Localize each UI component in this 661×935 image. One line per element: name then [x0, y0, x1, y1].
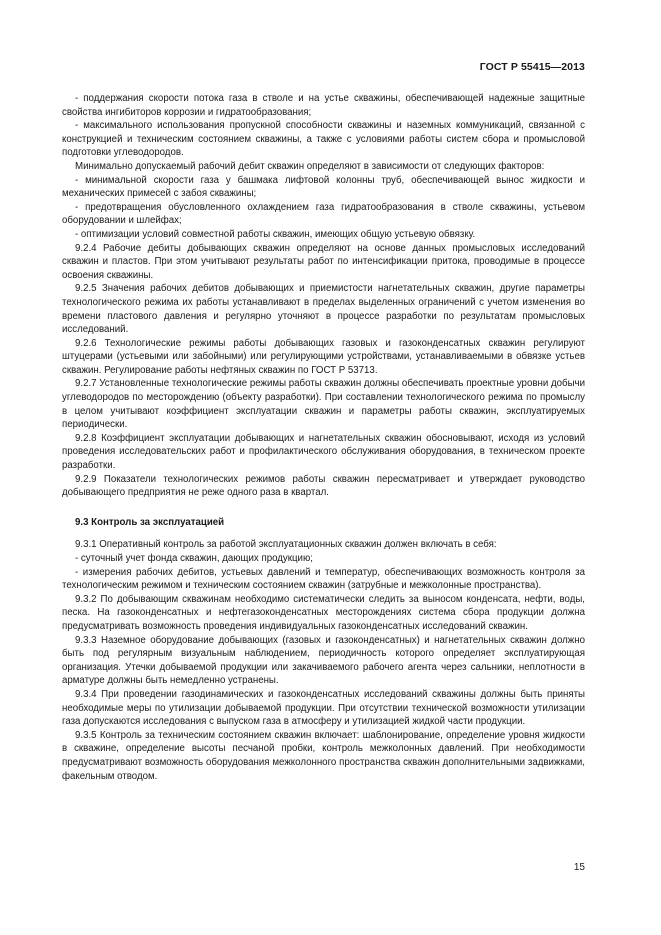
page-number: 15 — [573, 862, 585, 873]
paragraph: 9.3.3 Наземное оборудование добывающих (газовых и газоконденсатных) и нагнетательных скважин должно быть под регулярным визуальным наблюдением, периодичность которого определяет эксплуатирующая организация. Утечки добываемой продукции или закачиваемого рабочего агента через сальники, неплотности в арматуре должны быть немедленно устранены. — [62, 634, 585, 687]
paragraph: - минимальной скорости газа у башмака лифтовой колонны труб, обеспечивающей вынос жидкости и механических примесей с забоя скважины; — [62, 174, 585, 200]
paragraph: - измерения рабочих дебитов, устьевых давлений и температур, обеспечивающих возможность контроля за технологическим режимом и техническим состоянием скважин (затрубные и межколонные пространства). — [62, 566, 585, 592]
section-heading: 9.3 Контроль за эксплуатацией — [75, 516, 225, 528]
paragraph: - оптимизации условий совместной работы скважин, имеющих общую устьевую обвязку. — [75, 228, 476, 240]
paragraph: 9.3.5 Контроль за техническим состоянием скважин включает: шаблонирование, определение уровня жидкости в скважине, определение высоты песчаной пробки, контроль межколонных давлений. При необходимости предусматривают возможность оборудования межколонного пространства скважин дополнительными задвижками, факельным отводом. — [62, 729, 585, 782]
paragraph: - предотвращения обусловленного охлаждением газа гидратообразования в стволе скважины, устьевом оборудовании и шлейфах; — [62, 201, 585, 227]
paragraph: 9.2.7 Установленные технологические режимы работы скважин должны обеспечивать проектные уровни добычи углеводородов по месторождению (объекту разработки). При составлении технологического режима по промыслу в целом учитывают коэффициент эксплуатации скважин и параметры работы скважин, эксплуатируемых периодически. — [62, 378, 585, 431]
paragraph: 9.3.2 По добывающим скважинам необходимо систематически следить за выносом конденсата, нефти, воды, песка. На газоконденсатных и нефтегазоконденсатных месторождениях система сбора продукции должна предусматривать возможность проведения индивидуальных газоконденсатных исследований скважин. — [62, 593, 585, 632]
paragraph-group-1 — [62, 92, 585, 500]
paragraph: - суточный учет фонда скважин, дающих продукцию; — [75, 553, 313, 564]
paragraph: Минимально допускаемый рабочий дебит скважин определяют в зависимости от следующих факторов: — [75, 160, 545, 172]
paragraph: - максимального использования пропускной способности скважины и наземных коммуникаций, связанной с конструкцией и техническим состоянием скважины, а также с условиями работы систем сбора и промысловой подготовки углеводородов. — [62, 120, 585, 159]
paragraph: - поддержания скорости потока газа в стволе и на устье скважины, обеспечивающей надежные защитные свойства ингибиторов коррозии и гидратообразования; — [62, 93, 585, 118]
document-header: ГОСТ Р 55415—2013 — [479, 61, 585, 73]
paragraph: 9.2.9 Показатели технологических режимов работы скважин пересматривает и утверждает руководство добывающего предприятия не реже одного раза в квартал. — [62, 473, 585, 499]
paragraph: 9.3.4 При проведении газодинамических и газоконденсатных исследований скважины должны быть приняты необходимые меры по утилизации добываемой продукции. При отсутствии технической возможности утилизации газа допускаются исследования с выпуском газа в атмосферу и утилизацией жидкой части продукции. — [62, 688, 585, 728]
paragraph: 9.2.4 Рабочие дебиты добывающих скважин определяют на основе данных промысловых исследований скважин и пластов. При этом учитывают результаты работ по интенсификации притока, проводимые в процессе освоения скважины. — [62, 242, 585, 281]
document-body — [62, 92, 585, 783]
paragraph: 9.2.8 Коэффициент эксплуатации добывающих и нагнетательных скважин обосновывают, исходя из условий проведения исследовательских работ и профилактического обслуживания оборудования, в техническом проекте разработки. — [62, 432, 585, 472]
paragraph-group-2 — [62, 538, 585, 783]
paragraph: 9.2.5 Значения рабочих дебитов добывающих и приемистости нагнетательных скважин, другие параметры технологического режима их работы устанавливают в пределах выделенных ограничений с учетом изменения во времени пластового давления и регулярно уточняют в процессе разработки по результатам промысловых исследований. — [62, 283, 585, 336]
paragraph: 9.2.6 Технологические режимы работы добывающих газовых и газоконденсатных скважин регулируют штуцерами (устьевыми или забойными) или регулирующими устройствами, устанавливаемыми в обвязке устьев скважин. Регулирование работы нефтяных скважин по ГОСТ Р 53713. — [62, 337, 585, 376]
paragraph: 9.3.1 Оперативный контроль за работой эксплуатационных скважин должен включать в себя: — [75, 539, 497, 551]
